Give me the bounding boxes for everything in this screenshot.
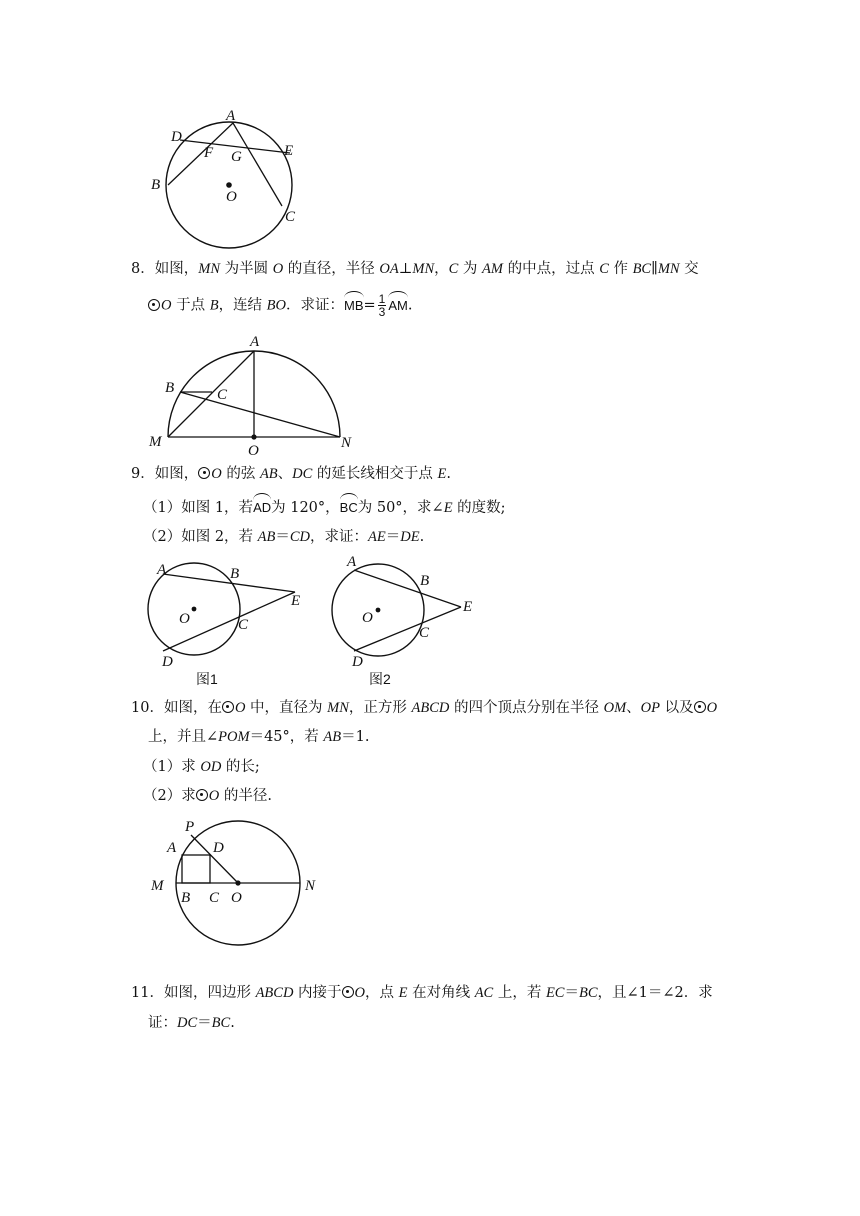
label-D: D (162, 654, 173, 670)
q10-part-1: （1）求 OD 的长; (143, 759, 260, 775)
q9-part-1: （1）如图 1，若AD为 120°，BC为 50°，求∠E 的度数; (143, 500, 506, 516)
circle-symbol-icon (694, 701, 706, 713)
label-B: B (181, 890, 191, 906)
label-A: A (167, 840, 177, 856)
label-B: B (420, 573, 430, 589)
label-C: C (217, 387, 228, 403)
label-C: C (285, 209, 296, 225)
q11-line-2: 证：DC＝BC. (148, 1015, 235, 1031)
q10-part-2: （2）求 O 的半径. (143, 788, 272, 804)
label-N: N (341, 435, 352, 451)
circle-symbol-icon (196, 789, 208, 801)
label-D: D (213, 840, 224, 856)
q9-line-1: 9．如图， O 的弦 AB、DC 的延长线相交于点 E. (131, 466, 451, 482)
label-A: A (347, 554, 357, 570)
label-M: M (149, 434, 162, 450)
label-M: M (151, 878, 164, 894)
figure-caption-1: 图1 (196, 671, 218, 687)
label-B: B (165, 380, 175, 396)
label-O: O (248, 443, 259, 459)
q11-line-1: 11．如图，四边形 ABCD 内接于 O，点 E 在对角线 AC 上，若 EC＝BC，且∠1＝∠2．求 (131, 985, 713, 1001)
figure-q7 (140, 105, 320, 255)
figure-q10 (140, 810, 330, 950)
label-O: O (231, 890, 242, 906)
figure-q9-2 (330, 550, 490, 690)
fraction-one-third: $\frac{1}{3}$ (378, 292, 386, 319)
label-N: N (305, 878, 316, 894)
arc-AD: AD (253, 498, 271, 518)
arc-MB: MB (344, 296, 364, 316)
label-B: B (151, 177, 161, 193)
circle-symbol-icon (342, 986, 354, 998)
label-D: D (171, 129, 182, 145)
label-O: O (226, 189, 237, 205)
label-O: O (362, 610, 373, 626)
label-G: G (231, 149, 242, 165)
figure-q9-1 (140, 555, 320, 690)
q8-line-1: 8．如图，MN 为半圆 O 的直径，半径 OA⊥MN，C 为 AM 的中点，过点 C 作 BC∥MN 交 (131, 261, 699, 277)
q9-part-2: （2）如图 2，若 AB＝CD，求证：AE＝DE. (143, 529, 425, 545)
label-C: C (209, 890, 220, 906)
figure-caption-2: 图2 (369, 671, 391, 687)
label-A: A (157, 562, 167, 578)
label-C: C (238, 617, 249, 633)
q10-line-1: 10．如图，在 O 中，直径为 MN，正方形 ABCD 的四个顶点分别在半径 OM、OP 以及 O (131, 700, 718, 716)
arc-BC: BC (340, 498, 358, 518)
circle-symbol-icon (222, 701, 234, 713)
label-E: E (284, 143, 294, 159)
circle-symbol-icon (198, 467, 210, 479)
label-E: E (291, 593, 301, 609)
label-F: F (204, 145, 214, 161)
label-B: B (230, 566, 240, 582)
label-C: C (419, 625, 430, 641)
label-D: D (352, 654, 363, 670)
q8-line-2: O 于点 B，连结 BO．求证：MB= $\frac{1}{3}$ AM. (148, 293, 860, 318)
label-O: O (179, 611, 190, 627)
label-E: E (463, 599, 473, 615)
q10-line-2: 上，并且∠POM＝45°，若 AB＝1. (148, 729, 370, 745)
arc-AM: AM (388, 296, 408, 316)
label-A: A (250, 334, 260, 350)
figure-q8 (140, 330, 370, 460)
circle-symbol-icon (148, 299, 160, 311)
label-P: P (185, 819, 195, 835)
label-A: A (226, 108, 236, 124)
